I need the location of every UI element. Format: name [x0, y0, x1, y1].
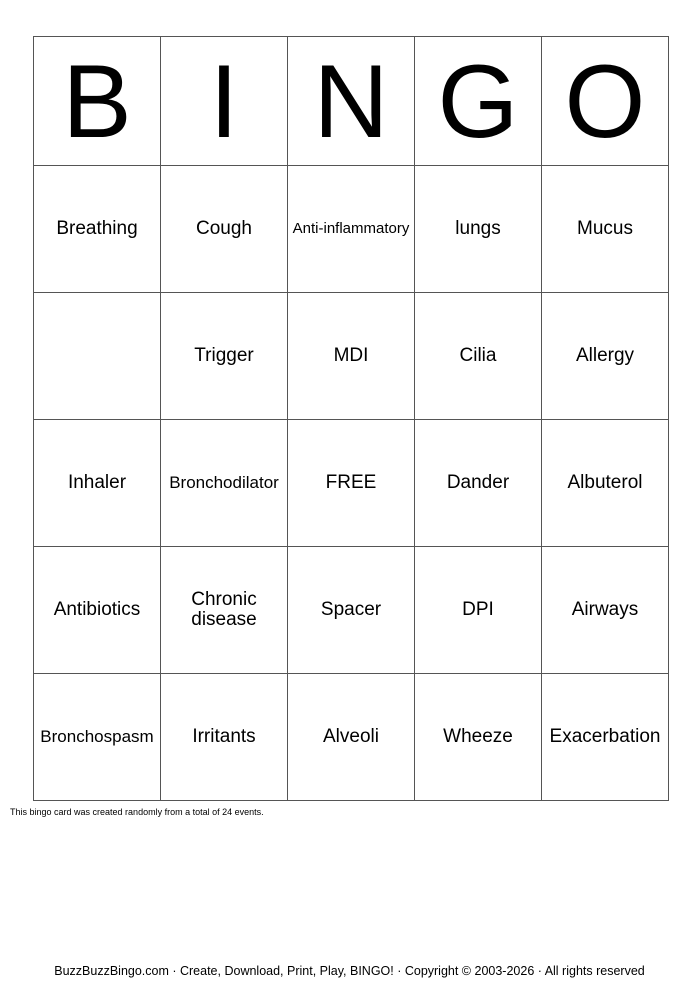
bingo-cell: Dander [415, 420, 542, 547]
bingo-cell: Albuterol [542, 420, 669, 547]
bingo-header-letter: I [161, 37, 288, 166]
bingo-cell: Exacerbation [542, 674, 669, 801]
bingo-cell [34, 293, 161, 420]
bingo-cell: Cough [161, 166, 288, 293]
bingo-cell: DPI [415, 547, 542, 674]
bingo-cell: Breathing [34, 166, 161, 293]
bingo-row [34, 166, 669, 293]
bingo-cell: Allergy [542, 293, 669, 420]
bingo-row [34, 547, 669, 674]
bingo-cell: Alveoli [288, 674, 415, 801]
bingo-header-letter: N [288, 37, 415, 166]
bingo-cell: Irritants [161, 674, 288, 801]
bingo-row [34, 420, 669, 547]
bingo-cell: Inhaler [34, 420, 161, 547]
card-note: This bingo card was created randomly from a total of 24 events. [10, 807, 264, 817]
bingo-header-letter: G [415, 37, 542, 166]
bingo-cell: Spacer [288, 547, 415, 674]
bingo-cell: Airways [542, 547, 669, 674]
bingo-cell: Anti-inflammatory [288, 166, 415, 293]
bingo-header-row [34, 37, 669, 166]
bingo-cell: lungs [415, 166, 542, 293]
bingo-cell: Wheeze [415, 674, 542, 801]
bingo-card [33, 36, 669, 801]
bingo-row [34, 293, 669, 420]
bingo-cell: Mucus [542, 166, 669, 293]
bingo-cell: MDI [288, 293, 415, 420]
bingo-cell: Antibiotics [34, 547, 161, 674]
bingo-cell: Chronic disease [161, 547, 288, 674]
bingo-header-letter: O [542, 37, 669, 166]
footer-text: BuzzBuzzBingo.com · Create, Download, Print, Play, BINGO! · Copyright © 2003-2026 · All rights reserved [54, 964, 645, 978]
bingo-cell: Bronchodilator [161, 420, 288, 547]
bingo-cell: Cilia [415, 293, 542, 420]
bingo-row [34, 674, 669, 801]
bingo-header-letter: B [34, 37, 161, 166]
bingo-cell: Trigger [161, 293, 288, 420]
bingo-cell: Bronchospasm [34, 674, 161, 801]
free-space-cell: FREE [288, 420, 415, 547]
